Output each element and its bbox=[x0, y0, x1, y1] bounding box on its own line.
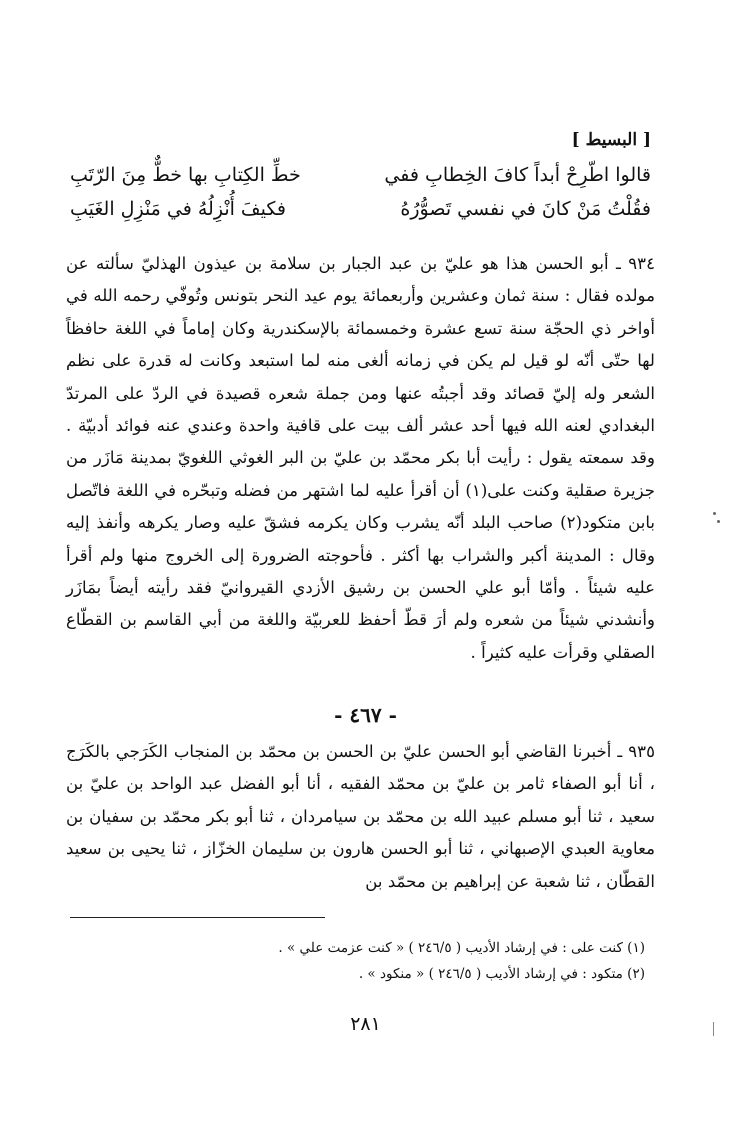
poem-meter: [ البسيط ] bbox=[571, 130, 651, 150]
poem-verse bbox=[70, 198, 651, 232]
entry-935-paragraph: ٩٣٥ ـ أخبرنا القاضي أبو الحسن عليّ بن الحسن بن محمّد بن المنجاب الكَرَجي بالكَرَج ، أنا أبو الصفاء ثامر بن عليّ بن محمّد الفقيه ، أنا أبو الفضل عبد الواحد بن عليّ بن سعيد ، ثنا أبو مسلم عبيد الله بن محمّد بن سيامردان ، ثنا أبو بكر محمّد بن سفيان بن معاوية العبدي الإصبهاني ، ثنا أبو الحسن هارون بن سليمان الخزّاز ، ثنا يحيى بن سعيد القطّان ، ثنا شعبة عن إبراهيم بن محمّد بن bbox=[66, 742, 655, 891]
verse-first-hemistich: قالوا اطّرِحْ أبداً كافَ الخِطابِ ففي bbox=[384, 164, 651, 186]
page-number: ٢٨١ bbox=[350, 1013, 381, 1035]
verse-second-hemistich: فكيفَ أُنْزِلُهُ في مَنْزِلِ الغَيَبِ bbox=[70, 198, 286, 220]
scan-speck bbox=[717, 520, 720, 523]
scan-speck bbox=[713, 512, 716, 515]
verse-second-hemistich: خطِّ الكِتابِ بها خطٌّ مِنَ الرّتَبِ bbox=[70, 164, 301, 186]
verse-first-hemistich: فقُلْتُ مَنْ كانَ في نفسي تَصوُّرُهُ bbox=[400, 198, 651, 220]
section-number: - ٤٦٧ - bbox=[334, 703, 397, 727]
footnote-1: (١) كنت على : في إرشاد الأديب ( ٢٤٦/٥ ) « كنت عزمت علي » . bbox=[278, 940, 645, 956]
scan-mark bbox=[713, 1022, 714, 1036]
poem-verse bbox=[70, 164, 651, 198]
footnote-2: (٢) متكود : في إرشاد الأديب ( ٢٤٦/٥ ) « منكود » . bbox=[358, 966, 645, 982]
entry-934-paragraph: ٩٣٤ ـ أبو الحسن هذا هو عليّ بن عبد الجبار بن سلامة بن عيذون الهذليّ سألته عن مولده فقال : سنة ثمان وعشرين وأربعمائة يوم عيد النحر بتونس وتُوفّي رحمه الله في أواخر ذي الحجّة سنة تسع عشرة وخمسمائة بالإسكندرية وكان إماماً في اللغة حافظاً لها حتّى أنّه لو قيل لم يكن في زمانه ألغى منه لما استبعد وكانت له قدرة على نظم الشعر وله إليّ قصائد وقد أجبتُه عنها ومن جملة شعره قصيدة في الردّ على المرتدّ البغدادي لعنه الله فيها أحد عشر ألف بيت على قافية واحدة وعندي عنه فوائد أدبيّة . وقد سمعته يقول : رأيت أبا بكر محمّد بن عليّ بن البر الغوثي اللغويّ بمدينة مَازَر من جزيرة صقلية وكنت على(١) أن أقرأ عليه لما اشتهر من فضله وتبحّره في اللغة فاتّصل بابن متكود(٢) صاحب البلد أنّه يشرب وكان يكرمه فشقّ عليه وصار يكرهه وأنفذ إليه وقال : المدينة أكبر والشراب بها أكثر . فأحوجته الضرورة إلى الخروج منها ولم أقرأ عليه شيئاً . وأمّا أبو علي الحسن بن رشيق الأزدي القيروانيّ فقد رأيته أيضاً بمَازَر وأنشدني شيئاً من شعره ولم أرَ قطّ أحفظ للعربيّة واللغة من أبي القاسم بن القطّاع الصقلي وقرأت عليه كثيراً . bbox=[66, 254, 656, 662]
footnote-divider bbox=[70, 917, 325, 918]
